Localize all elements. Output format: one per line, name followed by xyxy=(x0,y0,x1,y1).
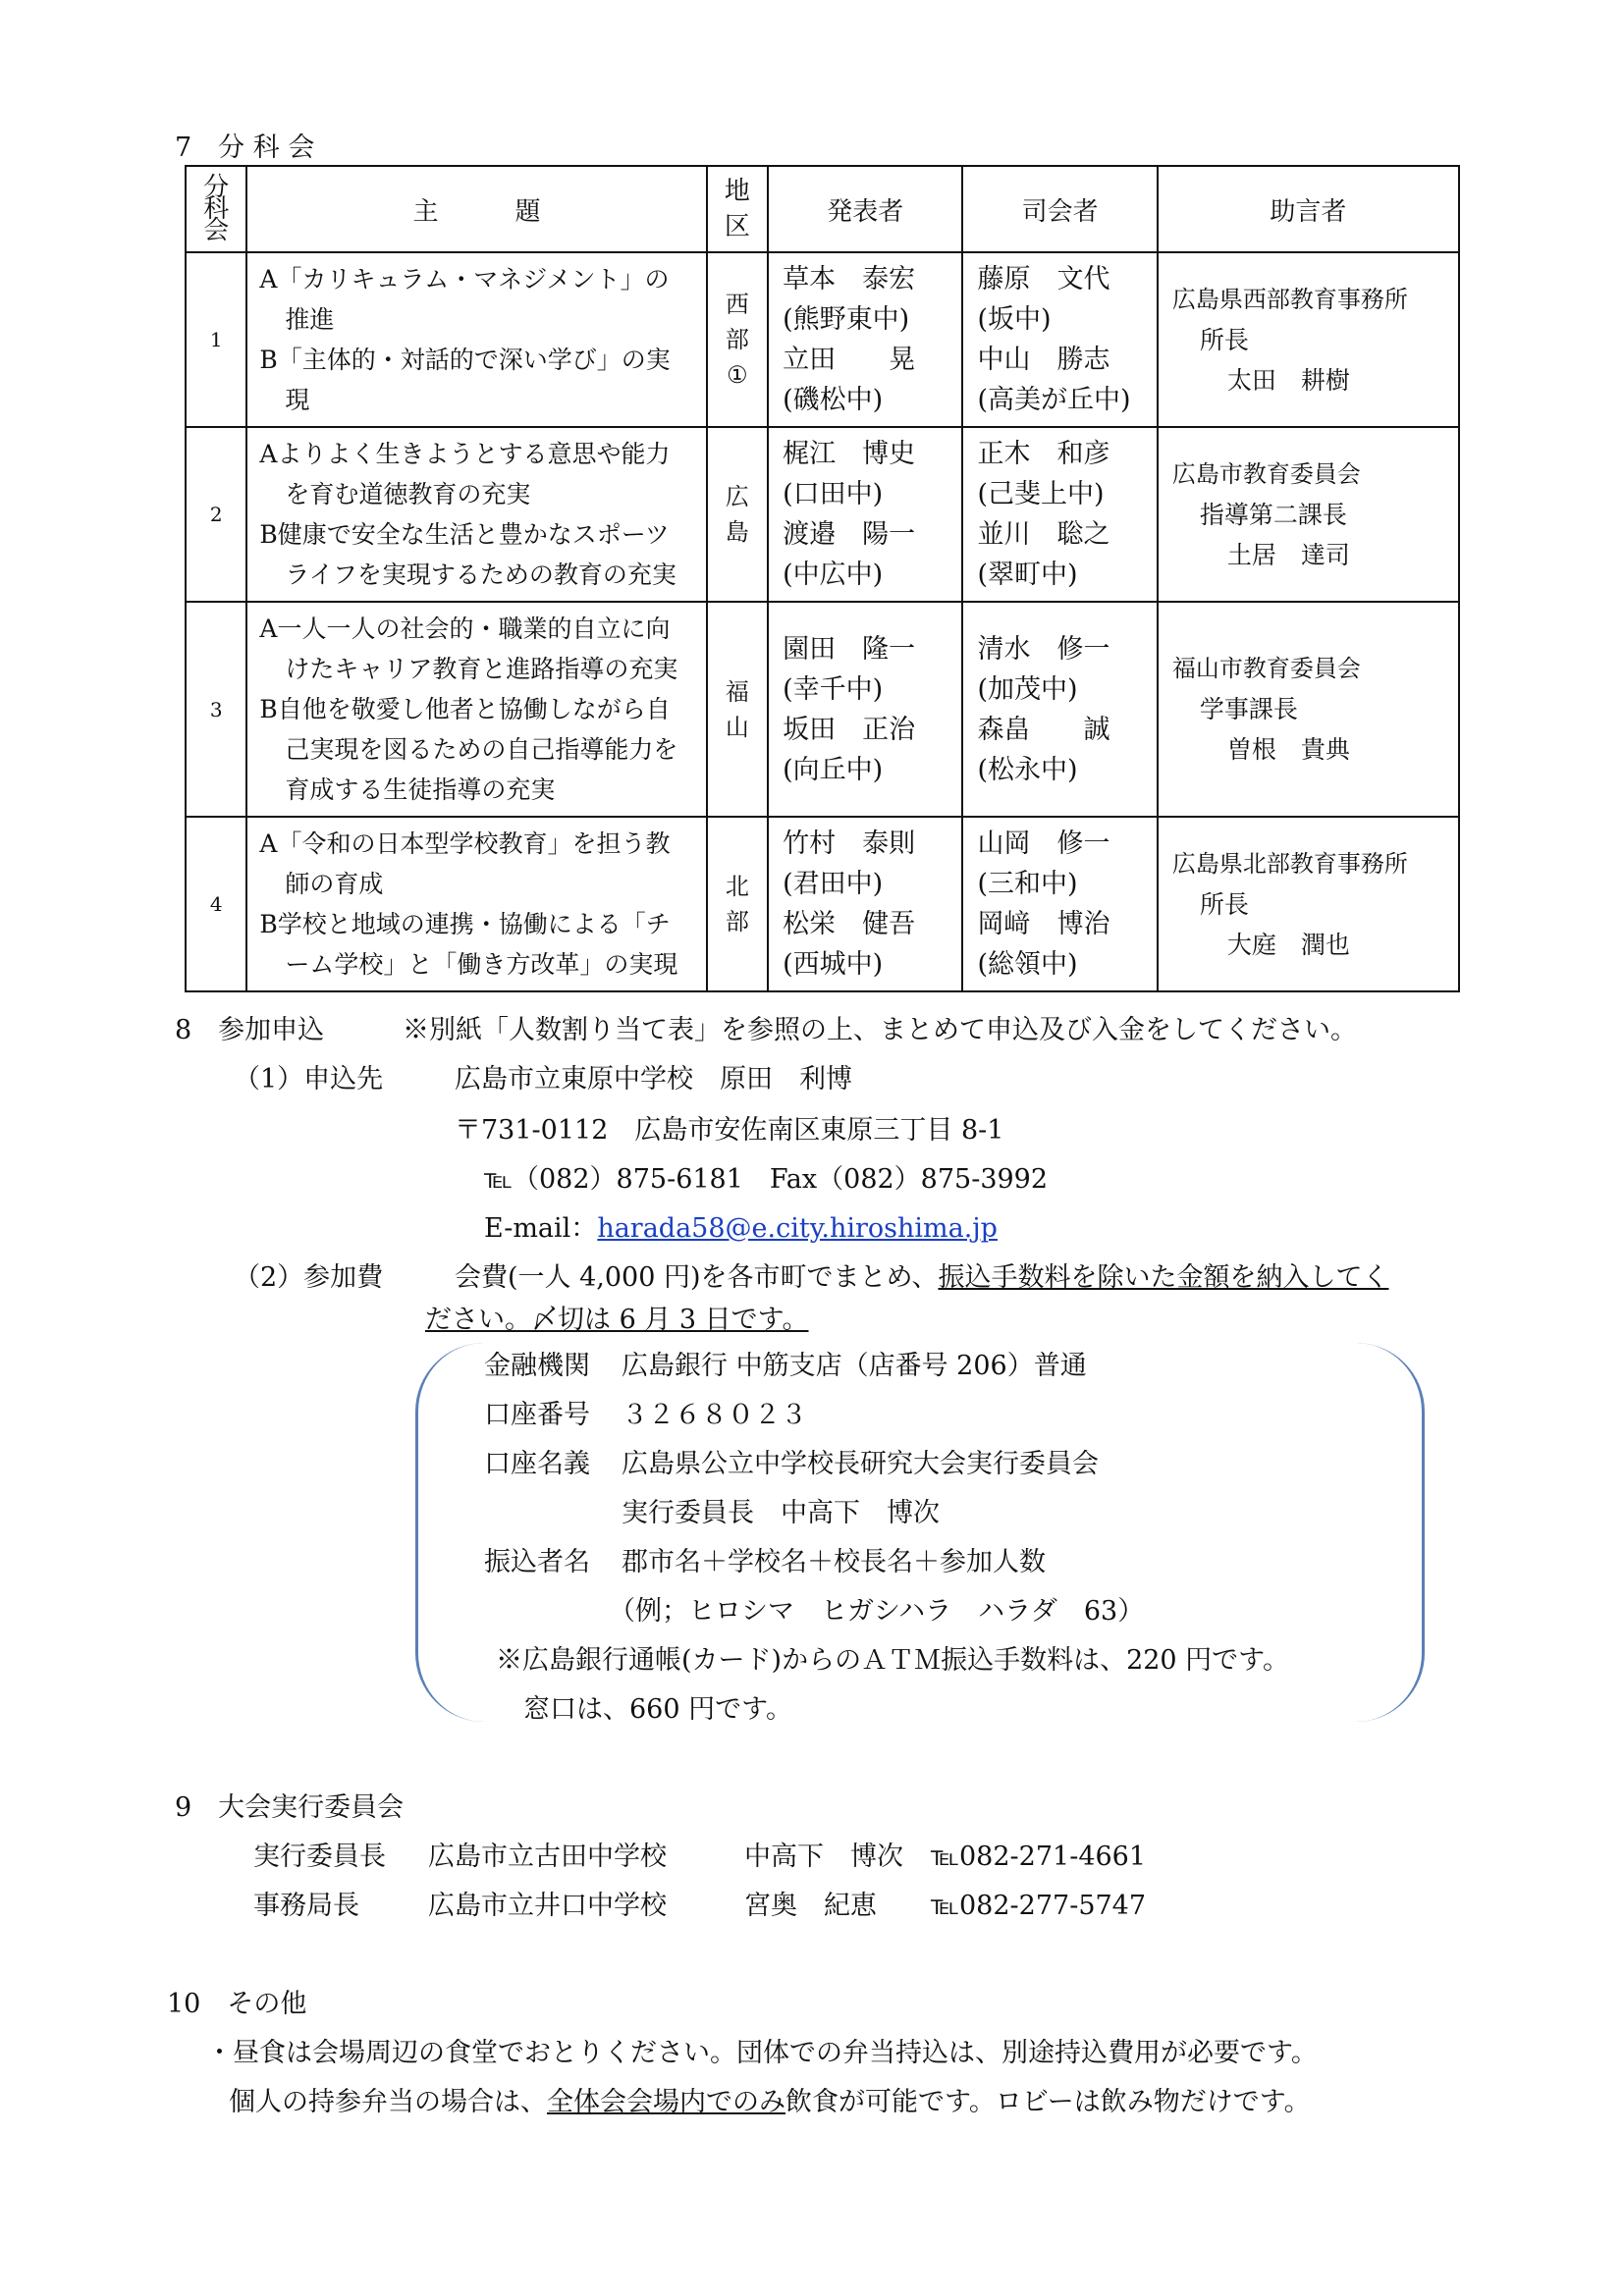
bank-row xyxy=(484,1494,940,1533)
apply-email-row xyxy=(484,1209,998,1249)
bank-value: （例；ヒロシマ ヒガシハラ ハラダ 63） xyxy=(609,1596,1145,1627)
advisor-cell: 広島市教育委員会 指導第二課長 土居 達司 xyxy=(1158,427,1459,602)
row-number: 3 xyxy=(186,602,246,817)
member-school: 広島市立古田中学校 xyxy=(428,1842,667,1872)
fee-text-line1 xyxy=(455,1258,1388,1298)
fee-text-a: 会費(一人 4,000 円)を各市町でまとめ、 xyxy=(455,1262,939,1293)
apply-tel-fax: ℡（082）875-6181 Fax（082）875-3992 xyxy=(484,1164,1049,1195)
table-row xyxy=(186,817,1459,991)
bank-value: 広島県公立中学校長研究大会実行委員会 xyxy=(622,1449,1099,1479)
bank-row xyxy=(484,1396,807,1435)
other-line2-a: 個人の持参弁当の場合は、 xyxy=(229,2087,547,2117)
member-name: 中高下 博次 xyxy=(744,1842,903,1872)
advisor-cell: 福山市教育委員会 学事課長 曽根 貴典 xyxy=(1158,602,1459,817)
member-tel: ℡082-277-5747 xyxy=(931,1891,1147,1921)
advisor-cell: 広島県北部教育事務所 所長 大庭 潤也 xyxy=(1158,817,1459,991)
bank-label: 振込者名 xyxy=(484,1547,590,1577)
email-link[interactable]: harada58@e.city.hiroshima.jp xyxy=(597,1213,998,1244)
member-name: 宮奥 紀恵 xyxy=(744,1891,877,1921)
chair-cell: 清水 修一 (加茂中) 森畠 誠 (松永中) xyxy=(962,602,1157,817)
bank-value: 実行委員長 中高下 博次 xyxy=(622,1498,940,1528)
area-cell: 北 部 xyxy=(707,817,768,991)
section-8-heading: 8 参加申込 xyxy=(175,1015,325,1045)
fee-text-line2: ださい。〆切は 6 月 3 日です。 xyxy=(425,1305,809,1335)
member-tel: ℡082-271-4661 xyxy=(931,1842,1147,1872)
header-advisor: 助言者 xyxy=(1158,166,1459,252)
presenter-cell: 竹村 泰則 (君田中) 松栄 健吾 (西城中) xyxy=(768,817,962,991)
header-presenter: 発表者 xyxy=(768,166,962,252)
other-line1: ・昼食は会場周辺の食堂でおとりください。団体での弁当持込は、別途持込費用が必要です。 xyxy=(206,2038,1318,2068)
area-cell: 広 島 xyxy=(707,427,768,602)
theme-cell: Aよりよく生きようとする意思や能力 を育む道徳教育の充実 B健康で安全な生活と豊かなスポーツ ライフを実現するための教育の充実 xyxy=(246,427,706,602)
row-number: 1 xyxy=(186,252,246,427)
chair-cell: 山岡 修一 (三和中) 岡﨑 博治 (総領中) xyxy=(962,817,1157,991)
table-row xyxy=(186,602,1459,817)
presenter-cell: 梶江 博史 (口田中) 渡邉 陽一 (中広中) xyxy=(768,427,962,602)
member-role: 事務局長 xyxy=(253,1891,359,1921)
table-header-row xyxy=(186,166,1459,252)
bank-row xyxy=(484,1445,1099,1484)
email-label: E-mail： xyxy=(484,1213,598,1244)
header-area: 地 区 xyxy=(707,166,768,252)
theme-cell: A「令和の日本型学校教育」を担う教 師の育成 B学校と地域の連携・協働による「チ ーム学校」と「働き方改革」の実現 xyxy=(246,817,706,991)
chair-cell: 正木 和彦 (己斐上中) 並川 聡之 (翠町中) xyxy=(962,427,1157,602)
fee-label: （2）参加費 xyxy=(234,1262,384,1293)
window-note: 窓口は、660 円です。 xyxy=(523,1694,792,1725)
theme-cell: A一人一人の社会的・職業的自立に向 けたキャリア教育と進路指導の充実 B自他を敬愛し他者と協働しながら自 己実現を図るための自己指導能力を 育成する生徒指導の充実 xyxy=(246,602,706,817)
subcommittee-table xyxy=(185,165,1460,992)
advisor-cell: 広島県西部教育事務所 所長 太田 耕樹 xyxy=(1158,252,1459,427)
header-chair: 司会者 xyxy=(962,166,1157,252)
bank-value: ３２６８０２３ xyxy=(622,1400,807,1430)
presenter-cell: 草本 泰宏 (熊野東中) 立田 晃 (磯松中) xyxy=(768,252,962,427)
other-line2-c: 飲食が可能です。ロビーは飲み物だけです。 xyxy=(785,2087,1311,2117)
other-line2-b: 全体会会場内でのみ xyxy=(547,2087,785,2117)
other-line2 xyxy=(229,2083,1311,2122)
area-cell: 福 山 xyxy=(707,602,768,817)
member-school: 広島市立井口中学校 xyxy=(428,1891,667,1921)
area-cell: 西 部 ① xyxy=(707,252,768,427)
section-10-heading: 10 その他 xyxy=(167,1989,307,2019)
section-7-heading: 7 分 科 会 xyxy=(175,133,315,163)
committee-row xyxy=(253,1838,1146,1877)
bank-row xyxy=(484,1543,1046,1582)
section-8-note: ※別紙「人数割り当て表」を参照の上、まとめて申込及び入金をしてください。 xyxy=(403,1015,1357,1045)
apply-label: （1）申込先 xyxy=(234,1064,384,1095)
table-row xyxy=(186,252,1459,427)
apply-name: 広島市立東原中学校 原田 利博 xyxy=(455,1064,852,1095)
section-9-heading: 9 大会実行委員会 xyxy=(175,1792,405,1823)
header-subcommittee: 分 科 会 xyxy=(186,166,246,252)
bank-label: 金融機関 xyxy=(484,1351,590,1381)
row-number: 4 xyxy=(186,817,246,991)
atm-note: ※広島銀行通帳(カード)からのＡＴＭ振込手数料は、220 円です。 xyxy=(496,1645,1290,1676)
fee-text-b: 振込手数料を除いた金額を納入してく xyxy=(938,1262,1389,1293)
chair-cell: 藤原 文代 (坂中) 中山 勝志 (高美が丘中) xyxy=(962,252,1157,427)
bank-row xyxy=(484,1347,1087,1386)
bank-value: 広島銀行 中筋支店（店番号 206）普通 xyxy=(622,1351,1087,1381)
bank-value: 郡市名＋学校名＋校長名＋参加人数 xyxy=(622,1547,1046,1577)
theme-cell: A「カリキュラム・マネジメント」の 推進 B「主体的・対話的で深い学び」の実 現 xyxy=(246,252,706,427)
header-theme: 主 題 xyxy=(246,166,706,252)
bank-row xyxy=(484,1592,1144,1631)
bank-label: 口座番号 xyxy=(484,1400,590,1430)
presenter-cell: 園田 隆一 (幸千中) 坂田 正治 (向丘中) xyxy=(768,602,962,817)
apply-address: 〒731-0112 広島市安佐南区東原三丁目 8-1 xyxy=(455,1115,1004,1146)
member-role: 実行委員長 xyxy=(253,1842,386,1872)
committee-row xyxy=(253,1887,1146,1926)
table-row xyxy=(186,427,1459,602)
row-number: 2 xyxy=(186,427,246,602)
bank-label: 口座名義 xyxy=(484,1449,590,1479)
